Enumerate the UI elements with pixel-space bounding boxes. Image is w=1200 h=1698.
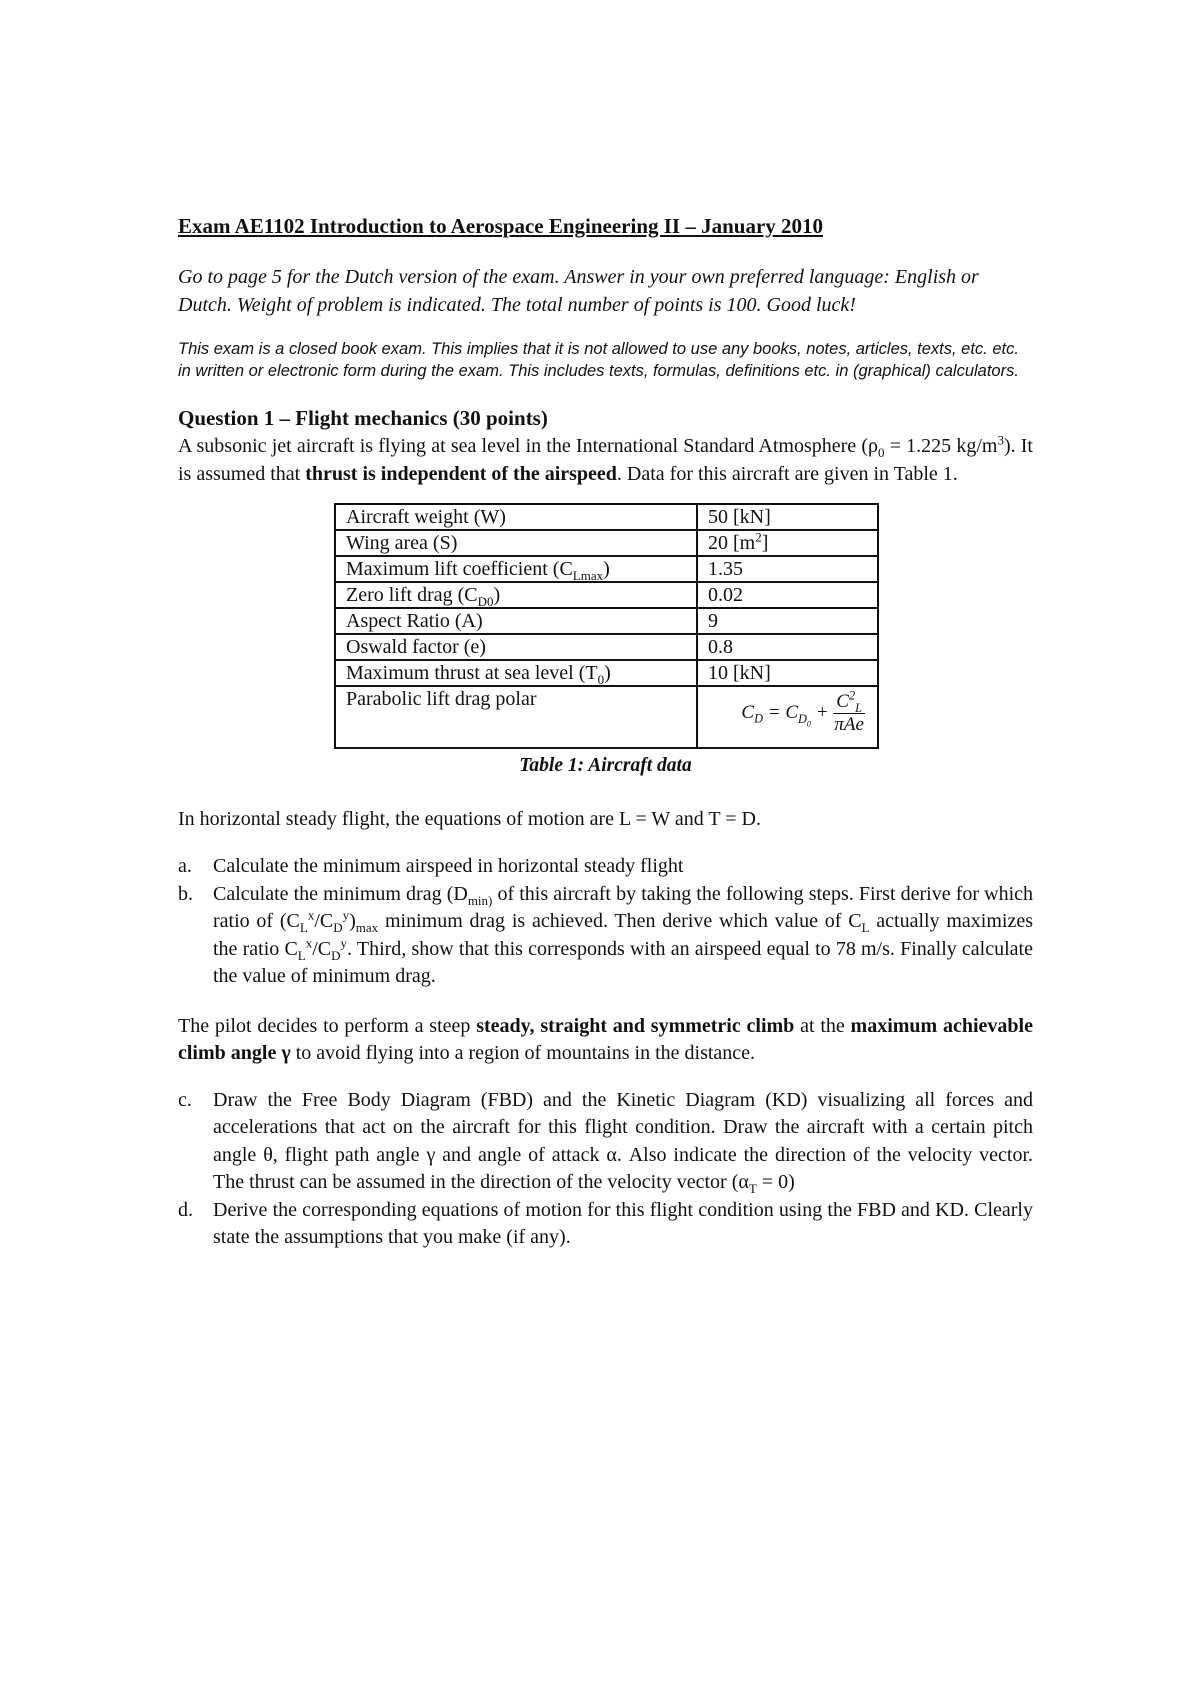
table-cell-label: Aspect Ratio (A) bbox=[335, 608, 697, 634]
aircraft-data-table bbox=[334, 503, 879, 749]
list-item: b. Calculate the minimum drag ($D_{min)}$ of this aircraft by taking the following steps. First derive for which ratio of $(C_L^x/C_D^y)_{max}$ minimum drag is achieved. Then derive which value of $C_L$ actually maximizes the ratio $C_L^x/C_D^y$. Third, show that this corresponds with an airspeed equal to 78 m/s. Finally calculate the value of minimum drag. bbox=[178, 882, 1034, 987]
table-cell-value: 0.8 bbox=[697, 634, 878, 660]
table-row bbox=[335, 686, 878, 748]
table-cell-label: Zero lift drag $(C_{D0})$ bbox=[335, 582, 697, 608]
table-row bbox=[335, 504, 878, 530]
table-row bbox=[335, 530, 878, 556]
table-cell-value: 50 [kN] bbox=[697, 504, 878, 530]
sub-questions-ab bbox=[178, 853, 1033, 991]
table-row bbox=[335, 556, 878, 582]
table-caption-wrap bbox=[178, 753, 1033, 779]
climb-scenario-text: The pilot decides to perform a steep steady, straight and symmetric climb at the maximum achievable climb angle γ to avoid flying into a region of mountains in the distance. bbox=[178, 1014, 1033, 1064]
table-row bbox=[335, 582, 878, 608]
table-cell-label: Maximum lift coefficient $(C_{Lmax})$ bbox=[335, 556, 697, 582]
page-content bbox=[178, 212, 1033, 1252]
table-cell-value: 0.02 bbox=[697, 582, 878, 608]
table-row bbox=[335, 660, 878, 686]
drag-polar-formula: $C_D = C_{D_0}$ + $\frac{C^2_L}{\text{πAe}}$ bbox=[741, 688, 864, 735]
table-cell-value: 10 [kN] bbox=[697, 660, 878, 686]
closed-book-notice: This exam is a closed book exam. This implies that it is not allowed to use any books, notes, articles, texts, etc. etc. in written or electronic form during the exam. This includes texts, formulas, definitions etc. in (graphical) calculators. bbox=[178, 340, 1019, 380]
exam-title: Exam AE1102 Introduction to Aerospace Engineering II – January 2010 bbox=[178, 214, 824, 238]
table-cell-value: 9 bbox=[697, 608, 878, 634]
table-cell-value: 20 $[m^2]$ bbox=[697, 530, 878, 556]
formula-fraction: $\frac{C^2_L}{\text{πAe}}$ bbox=[834, 688, 864, 735]
table-cell-value: 1.35 bbox=[697, 556, 878, 582]
table-cell-label: Oswald factor (e) bbox=[335, 634, 697, 660]
table-cell-label: Maximum thrust at sea level $(T_0)$ bbox=[335, 660, 697, 686]
list-item: c. Draw the Free Body Diagram (FBD) and the Kinetic Diagram (KD) visualizing all forces and accelerations that act on the aircraft for this flight condition. Draw the aircraft with a certain pitch angle θ, flight path angle γ and angle of attack α. Also indicate the direction of the velocity vector. The thrust can be assumed in the direction of the velocity vector $(\alpha_T = 0)$ bbox=[178, 1088, 1033, 1196]
table-cell-label: Wing area (S) bbox=[335, 530, 697, 556]
exam-instructions: Go to page 5 for the Dutch version of the exam. Answer in your own preferred language: English or Dutch. Weight of problem is indicated. The total number of points is 100. Good luck! bbox=[178, 266, 979, 316]
table-row bbox=[335, 634, 878, 660]
list-item: a. Calculate the minimum airspeed in horizontal steady flight bbox=[178, 855, 684, 877]
equations-of-motion-text: In horizontal steady flight, the equations of motion are L = W and T = D. bbox=[178, 808, 761, 830]
drag-polar-formula-cell bbox=[697, 686, 878, 748]
question-1-intro: A subsonic jet aircraft is flying at sea level in the International Standard Atmosphere ($\rho_0 = 1.225$ $kg/m^3$). It is assumed that thrust is independent of the airspeed. Data for this aircraft are given in Table 1. bbox=[178, 432, 1033, 485]
sub-questions-cd bbox=[178, 1087, 1033, 1252]
table-row bbox=[335, 608, 878, 634]
question-1-title: Question 1 – Flight mechanics (30 points) bbox=[178, 406, 548, 430]
table-cell-label: Aircraft weight (W) bbox=[335, 504, 697, 530]
list-item: d. Derive the corresponding equations of motion for this flight condition using the FBD and KD. Clearly state the assumptions that you make (if any). bbox=[178, 1198, 1033, 1248]
table-cell-label: Parabolic lift drag polar bbox=[335, 686, 697, 748]
table-caption: Table 1: Aircraft data bbox=[519, 755, 692, 776]
